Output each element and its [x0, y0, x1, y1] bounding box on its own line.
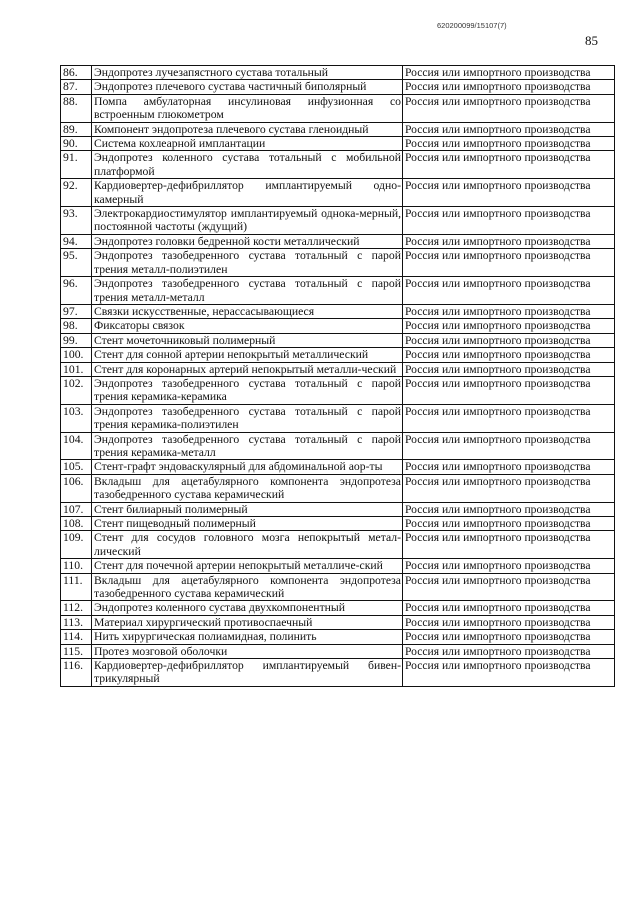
row-number: 93. — [61, 207, 92, 235]
row-number: 107. — [61, 502, 92, 516]
table-row — [61, 66, 615, 80]
item-origin: Россия или импортного производства — [403, 234, 615, 248]
item-origin: Россия или импортного производства — [403, 66, 615, 80]
row-number: 99. — [61, 333, 92, 347]
item-name: Эндопротез тазобедренного сустава тотальный с парой трения керамика-полиэтилен — [92, 404, 403, 432]
item-name: Протез мозговой оболочки — [92, 644, 403, 658]
row-number: 115. — [61, 644, 92, 658]
table-row — [61, 319, 615, 333]
item-name: Система кохлеарной имплантации — [92, 137, 403, 151]
device-table-body — [61, 66, 615, 687]
item-name: Эндопротез коленного сустава тотальный с мобильной платформой — [92, 151, 403, 179]
item-name: Электрокардиостимулятор имплантируемый однока-мерный, постоянной частоты (ждущий) — [92, 207, 403, 235]
table-row — [61, 644, 615, 658]
item-name: Стент мочеточниковый полимерный — [92, 333, 403, 347]
item-name: Вкладыш для ацетабулярного компонента эндопротеза тазобедренного сустава керамический — [92, 474, 403, 502]
item-origin: Россия или импортного производства — [403, 277, 615, 305]
table-row — [61, 573, 615, 601]
item-name: Материал хирургический противоспаечный — [92, 615, 403, 629]
table-row — [61, 432, 615, 460]
table-row — [61, 559, 615, 573]
item-name: Стент билиарный полимерный — [92, 502, 403, 516]
item-name: Кардиовертер-дефибриллятор имплантируемый одно-камерный — [92, 179, 403, 207]
item-name: Эндопротез лучезапястного сустава тотальный — [92, 66, 403, 80]
item-origin: Россия или импортного производства — [403, 122, 615, 136]
row-number: 103. — [61, 404, 92, 432]
item-origin: Россия или импортного производства — [403, 137, 615, 151]
item-name: Помпа амбулаторная инсулиновая инфузионная со встроенным глюкометром — [92, 94, 403, 122]
item-origin: Россия или импортного производства — [403, 630, 615, 644]
item-origin: Россия или импортного производства — [403, 432, 615, 460]
item-origin: Россия или импортного производства — [403, 80, 615, 94]
row-number: 110. — [61, 559, 92, 573]
item-origin: Россия или импортного производства — [403, 348, 615, 362]
item-name: Эндопротез коленного сустава двухкомпонентный — [92, 601, 403, 615]
table-row — [61, 348, 615, 362]
item-origin: Россия или импортного производства — [403, 404, 615, 432]
table-row — [61, 207, 615, 235]
row-number: 91. — [61, 151, 92, 179]
row-number: 105. — [61, 460, 92, 474]
document-code: 620200099/15107(7) — [437, 21, 507, 30]
row-number: 94. — [61, 234, 92, 248]
row-number: 100. — [61, 348, 92, 362]
table-row — [61, 531, 615, 559]
row-number: 102. — [61, 376, 92, 404]
table-row — [61, 304, 615, 318]
row-number: 96. — [61, 277, 92, 305]
item-name: Эндопротез тазобедренного сустава тотальный с парой трения металл-полиэтилен — [92, 249, 403, 277]
row-number: 114. — [61, 630, 92, 644]
item-name: Стент для сонной артерии непокрытый металлический — [92, 348, 403, 362]
item-origin: Россия или импортного производства — [403, 517, 615, 531]
table-row — [61, 80, 615, 94]
table-row — [61, 601, 615, 615]
table-row — [61, 362, 615, 376]
item-origin: Россия или импортного производства — [403, 362, 615, 376]
item-origin: Россия или импортного производства — [403, 304, 615, 318]
table-row — [61, 122, 615, 136]
item-origin: Россия или импортного производства — [403, 474, 615, 502]
table-row — [61, 376, 615, 404]
item-origin: Россия или импортного производства — [403, 502, 615, 516]
item-origin: Россия или импортного производства — [403, 207, 615, 235]
row-number: 86. — [61, 66, 92, 80]
table-row — [61, 94, 615, 122]
table-row — [61, 234, 615, 248]
item-name: Нить хирургическая полиамидная, полинить — [92, 630, 403, 644]
table-row — [61, 249, 615, 277]
item-name: Компонент эндопротеза плечевого сустава гленоидный — [92, 122, 403, 136]
item-origin: Россия или импортного производства — [403, 615, 615, 629]
item-name: Эндопротез плечевого сустава частичный биполярный — [92, 80, 403, 94]
item-name: Связки искусственные, нерассасывающиеся — [92, 304, 403, 318]
item-name: Эндопротез головки бедренной кости металлический — [92, 234, 403, 248]
row-number: 89. — [61, 122, 92, 136]
item-name: Стент для коронарных артерий непокрытый металли-ческий — [92, 362, 403, 376]
item-name: Вкладыш для ацетабулярного компонента эндопротеза тазобедренного сустава керамический — [92, 573, 403, 601]
table-row — [61, 333, 615, 347]
item-name: Фиксаторы связок — [92, 319, 403, 333]
table-row — [61, 517, 615, 531]
row-number: 88. — [61, 94, 92, 122]
row-number: 101. — [61, 362, 92, 376]
table-row — [61, 460, 615, 474]
table-row — [61, 179, 615, 207]
row-number: 95. — [61, 249, 92, 277]
item-origin: Россия или импортного производства — [403, 559, 615, 573]
row-number: 113. — [61, 615, 92, 629]
row-number: 106. — [61, 474, 92, 502]
item-origin: Россия или импортного производства — [403, 531, 615, 559]
row-number: 112. — [61, 601, 92, 615]
row-number: 104. — [61, 432, 92, 460]
item-name: Эндопротез тазобедренного сустава тотальный с парой трения керамика-металл — [92, 432, 403, 460]
item-origin: Россия или импортного производства — [403, 179, 615, 207]
table-row — [61, 659, 615, 687]
item-origin: Россия или импортного производства — [403, 659, 615, 687]
row-number: 111. — [61, 573, 92, 601]
item-origin: Россия или импортного производства — [403, 319, 615, 333]
item-origin: Россия или импортного производства — [403, 573, 615, 601]
row-number: 97. — [61, 304, 92, 318]
item-origin: Россия или импортного производства — [403, 460, 615, 474]
table-row — [61, 630, 615, 644]
row-number: 108. — [61, 517, 92, 531]
item-name: Кардиовертер-дефибриллятор имплантируемый бивен-трикулярный — [92, 659, 403, 687]
item-origin: Россия или импортного производства — [403, 94, 615, 122]
table-row — [61, 277, 615, 305]
device-table — [60, 65, 615, 687]
table-row — [61, 502, 615, 516]
item-name: Эндопротез тазобедренного сустава тотальный с парой трения металл-металл — [92, 277, 403, 305]
table-row — [61, 137, 615, 151]
item-name: Стент для почечной артерии непокрытый металличе-ский — [92, 559, 403, 573]
row-number: 87. — [61, 80, 92, 94]
table-row — [61, 151, 615, 179]
row-number: 90. — [61, 137, 92, 151]
item-origin: Россия или импортного производства — [403, 151, 615, 179]
item-name: Эндопротез тазобедренного сустава тотальный с парой трения керамика-керамика — [92, 376, 403, 404]
row-number: 92. — [61, 179, 92, 207]
row-number: 98. — [61, 319, 92, 333]
item-name: Стент для сосудов головного мозга непокрытый метал-лический — [92, 531, 403, 559]
item-name: Стент-графт эндоваскулярный для абдоминальной аор-ты — [92, 460, 403, 474]
item-origin: Россия или импортного производства — [403, 333, 615, 347]
table-row — [61, 404, 615, 432]
page-number: 85 — [585, 33, 598, 48]
item-origin: Россия или импортного производства — [403, 249, 615, 277]
item-origin: Россия или импортного производства — [403, 601, 615, 615]
row-number: 109. — [61, 531, 92, 559]
table-row — [61, 474, 615, 502]
item-name: Стент пищеводный полимерный — [92, 517, 403, 531]
item-origin: Россия или импортного производства — [403, 644, 615, 658]
item-origin: Россия или импортного производства — [403, 376, 615, 404]
row-number: 116. — [61, 659, 92, 687]
table-row — [61, 615, 615, 629]
